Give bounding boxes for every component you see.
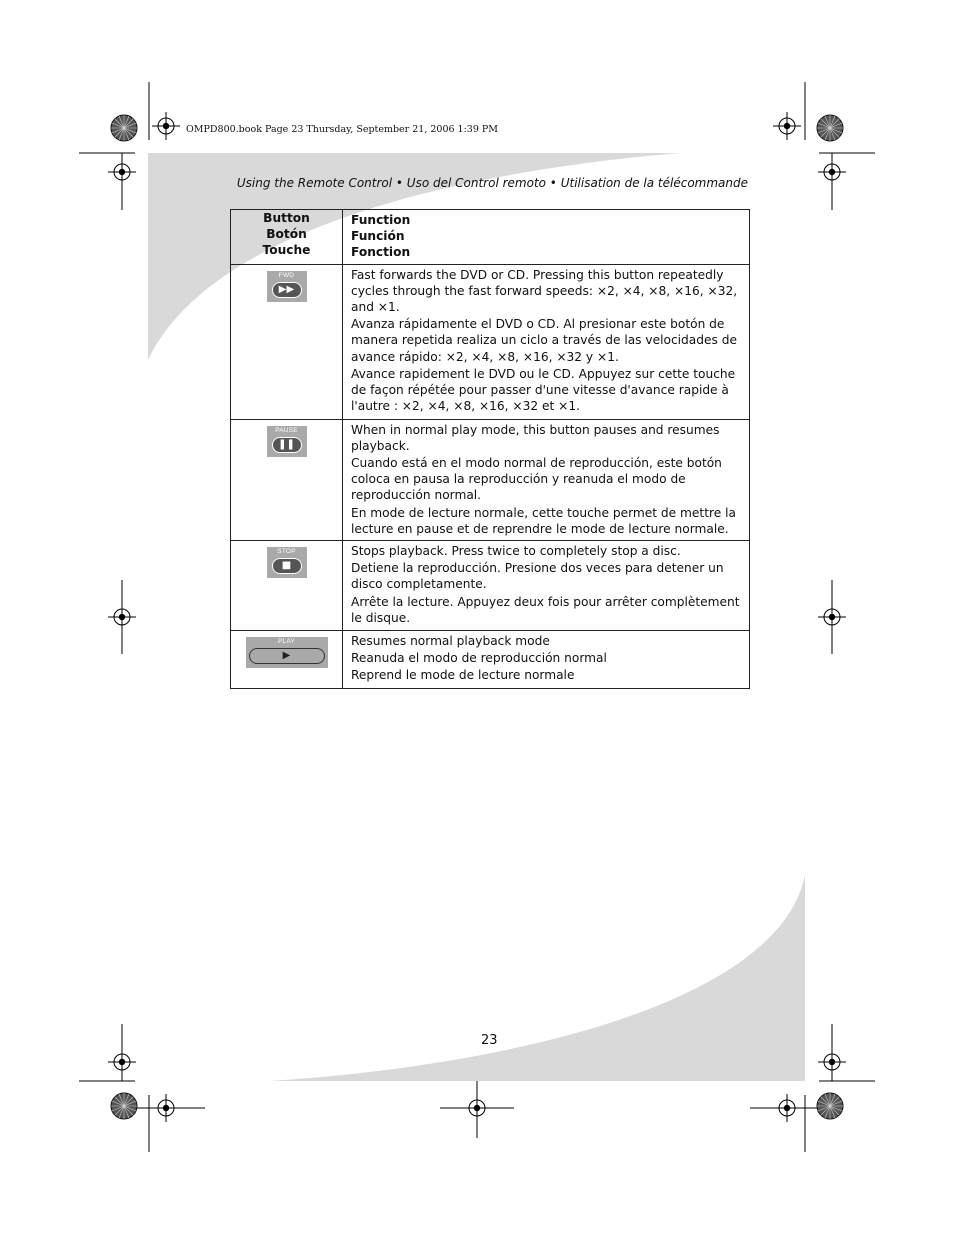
- function-description: [343, 264, 750, 419]
- fast-forward-icon: [267, 271, 307, 302]
- description-es: Reanuda el modo de reproducción normal: [351, 651, 607, 666]
- table-row: [231, 541, 750, 631]
- description-fr: Reprend le mode de lecture normale: [351, 668, 575, 683]
- description-en: Resumes normal playback mode: [351, 634, 550, 649]
- header-function-es: Función: [351, 229, 405, 244]
- description-en: Fast forwards the DVD or CD. Pressing this button repeatedly cycles through the fast forward speeds: ×2, ×4, ×8, ×16, ×32, and ×1.: [351, 267, 738, 315]
- function-description: [343, 419, 750, 540]
- table-header-row: [231, 210, 750, 265]
- header-button-en: Button: [263, 211, 310, 225]
- stop-glyph: ■: [272, 558, 302, 574]
- header-function-en: Function: [351, 213, 411, 227]
- running-head: Using the Remote Control • Uso del Control remoto • Utilisation de la télécommande: [236, 176, 748, 190]
- description-fr: En mode de lecture normale, cette touche permet de mettre la lecture en pause et de reprendre le mode de lecture normale.: [351, 505, 736, 536]
- stop-icon: [267, 547, 307, 578]
- pause-glyph: ❚❚: [272, 437, 302, 453]
- description-es: Cuando está en el modo normal de reproducción, este botón coloca en pausa la reproducción y reanuda el modo de reproducción normal.: [351, 456, 722, 503]
- description-fr: Avance rapidement le DVD ou le CD. Appuyez sur cette touche de façon répétée pour passer d'une vitesse d'avance rapide à l'autre : ×2, ×4, ×8, ×16, ×32 et ×1.: [351, 366, 736, 414]
- description-fr: Arrête la lecture. Appuyez deux fois pour arrêter complètement le disque.: [351, 594, 740, 625]
- play-caption: PLAY: [278, 638, 295, 646]
- description-es: Detiene la reproducción. Presione dos veces para detener un disco completamente.: [351, 561, 724, 592]
- play-icon: [246, 637, 328, 668]
- header-button-fr: Touche: [262, 243, 311, 258]
- table-row: [231, 631, 750, 689]
- page-number: 23: [481, 1033, 498, 1048]
- description-en: When in normal play mode, this button pauses and resumes playback.: [351, 422, 720, 453]
- book-info-slug: OMPD800.book Page 23 Thursday, September 21, 2006 1:39 PM: [186, 124, 499, 135]
- pause-caption: PAUSE: [275, 426, 298, 434]
- stop-caption: STOP: [277, 548, 296, 556]
- fwd-glyph: ▶▶: [272, 282, 302, 298]
- table-row: [231, 264, 750, 419]
- play-glyph: ▶: [249, 648, 325, 664]
- description-es: Avanza rápidamente el DVD o CD. Al presionar este botón de manera repetida realiza un ciclo a través de las velocidades de avance rápido: ×2, ×4, ×8, ×16, ×32 y ×1.: [351, 317, 737, 364]
- function-description: [343, 631, 750, 689]
- function-description: [343, 541, 750, 631]
- pause-icon: [267, 426, 307, 457]
- description-en: Stops playback. Press twice to completely stop a disc.: [351, 544, 681, 559]
- table-row: [231, 419, 750, 540]
- fwd-caption: FWD: [278, 271, 295, 279]
- button-function-table: [230, 209, 750, 689]
- header-button-column: [231, 210, 343, 265]
- header-button-es: Botón: [266, 227, 307, 242]
- header-function-column: [343, 210, 750, 265]
- header-function-fr: Fonction: [351, 245, 411, 260]
